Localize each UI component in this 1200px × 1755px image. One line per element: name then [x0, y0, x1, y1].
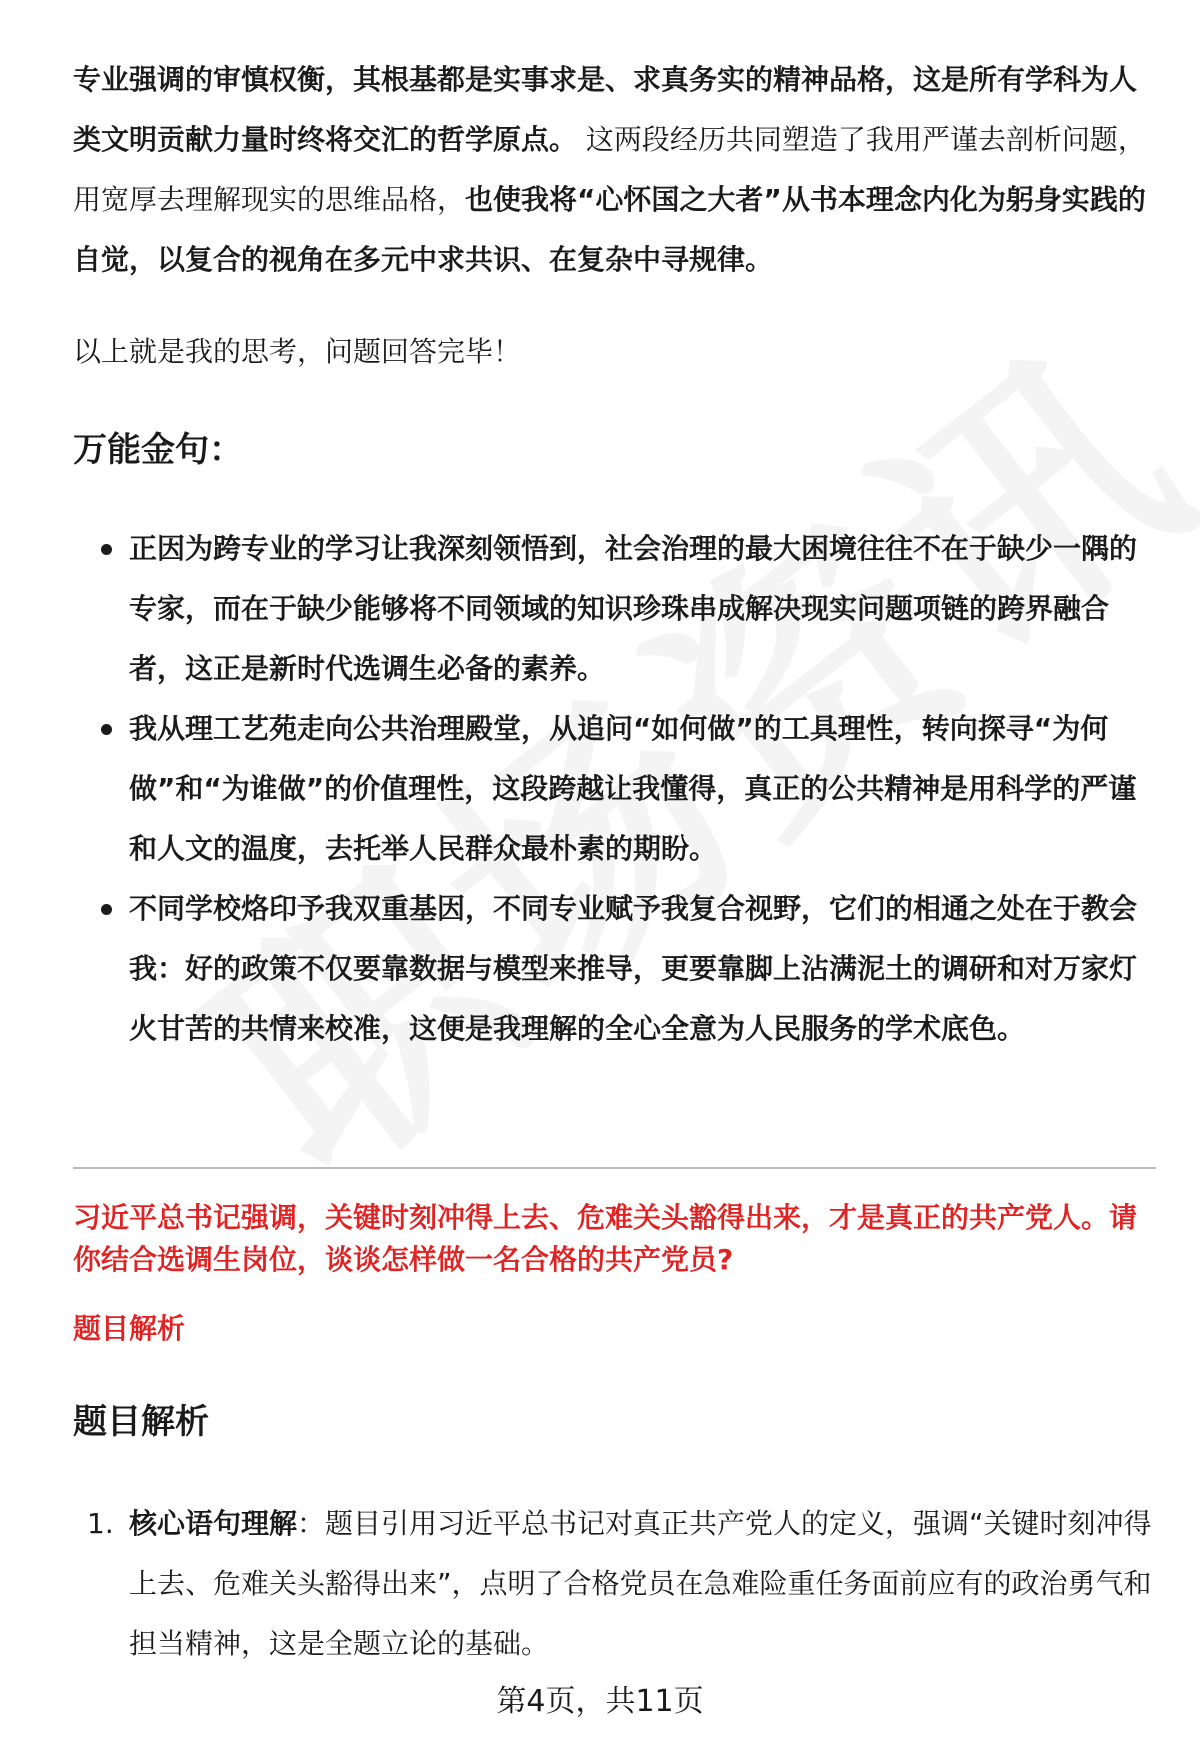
analysis-list [73, 1494, 1163, 1674]
golden-sentences-heading: 万能金句： [73, 430, 243, 470]
analysis-heading: 题目解析 [73, 1402, 209, 1442]
paragraph-continuation [73, 50, 1163, 290]
closing-paragraph: 以上就是我的思考，问题回答完毕！ [73, 335, 522, 368]
list-item-number: 1. [87, 1507, 114, 1540]
list-item [73, 879, 1163, 1059]
paragraph-bold-lead: 专业强调的审慎权衡，其根基都是实事求是、求真务实的精神品格，这是所有学科为人类文明贡献力量时终将交汇的哲学原点。 [73, 63, 1138, 156]
page-number: 第4页，共11页 [496, 1684, 704, 1719]
section-divider [73, 1167, 1156, 1169]
list-item [73, 699, 1163, 879]
paragraph-bold-tail: 也使我将“心怀国之大者”从书本理念内化为躬身实践的自觉，以复合的视角在多元中求共识、在复杂中寻规律。 [73, 183, 1146, 276]
paragraph-normal-text: 这两段经历共同塑造了我用严谨去剖析问题，用宽厚去理解现实的思维品格， [73, 123, 1146, 216]
list-item-label: 核心语句理解 [129, 1507, 298, 1540]
bullet-icon [101, 724, 112, 735]
list-item-text: 正因为跨专业的学习让我深刻领悟到，社会治理的最大困境往往不在于缺少一隅的专家，而在于缺少能够将不同领域的知识珍珠串成解决现实问题项链的跨界融合者，这正是新时代选调生必备的素养。 [129, 532, 1138, 685]
list-item [73, 1494, 1163, 1674]
golden-sentences-list [73, 519, 1163, 1059]
question-sub-heading: 题目解析 [73, 1312, 186, 1345]
bullet-icon [101, 544, 112, 555]
list-item-text: ：题目引用习近平总书记对真正共产党人的定义，强调“关键时刻冲得上去、危难关头豁得出来”，点明了合格党员在急难险重任务面前应有的政治勇气和担当精神，这是全题立论的基础。 [129, 1507, 1152, 1660]
list-item [73, 519, 1163, 699]
bullet-icon [101, 904, 112, 915]
list-item-text: 我从理工艺苑走向公共治理殿堂，从追问“如何做”的工具理性，转向探寻“为何做”和“为谁做”的价值理性，这段跨越让我懂得，真正的公共精神是用科学的严谨和人文的温度，去托举人民群众最朴素的期盼。 [129, 712, 1137, 865]
question-text: 习近平总书记强调，关键时刻冲得上去、危难关头豁得出来，才是真正的共产党人。请你结合选调生岗位，谈谈怎样做一名合格的共产党员? [73, 1201, 1138, 1276]
list-item-text: 不同学校烙印予我双重基因，不同专业赋予我复合视野，它们的相通之处在于教会我：好的政策不仅要靠数据与模型来推导，更要靠脚上沾满泥土的调研和对万家灯火甘苦的共情来校准，这便是我理解的全心全意为人民服务的学术底色。 [129, 892, 1138, 1045]
